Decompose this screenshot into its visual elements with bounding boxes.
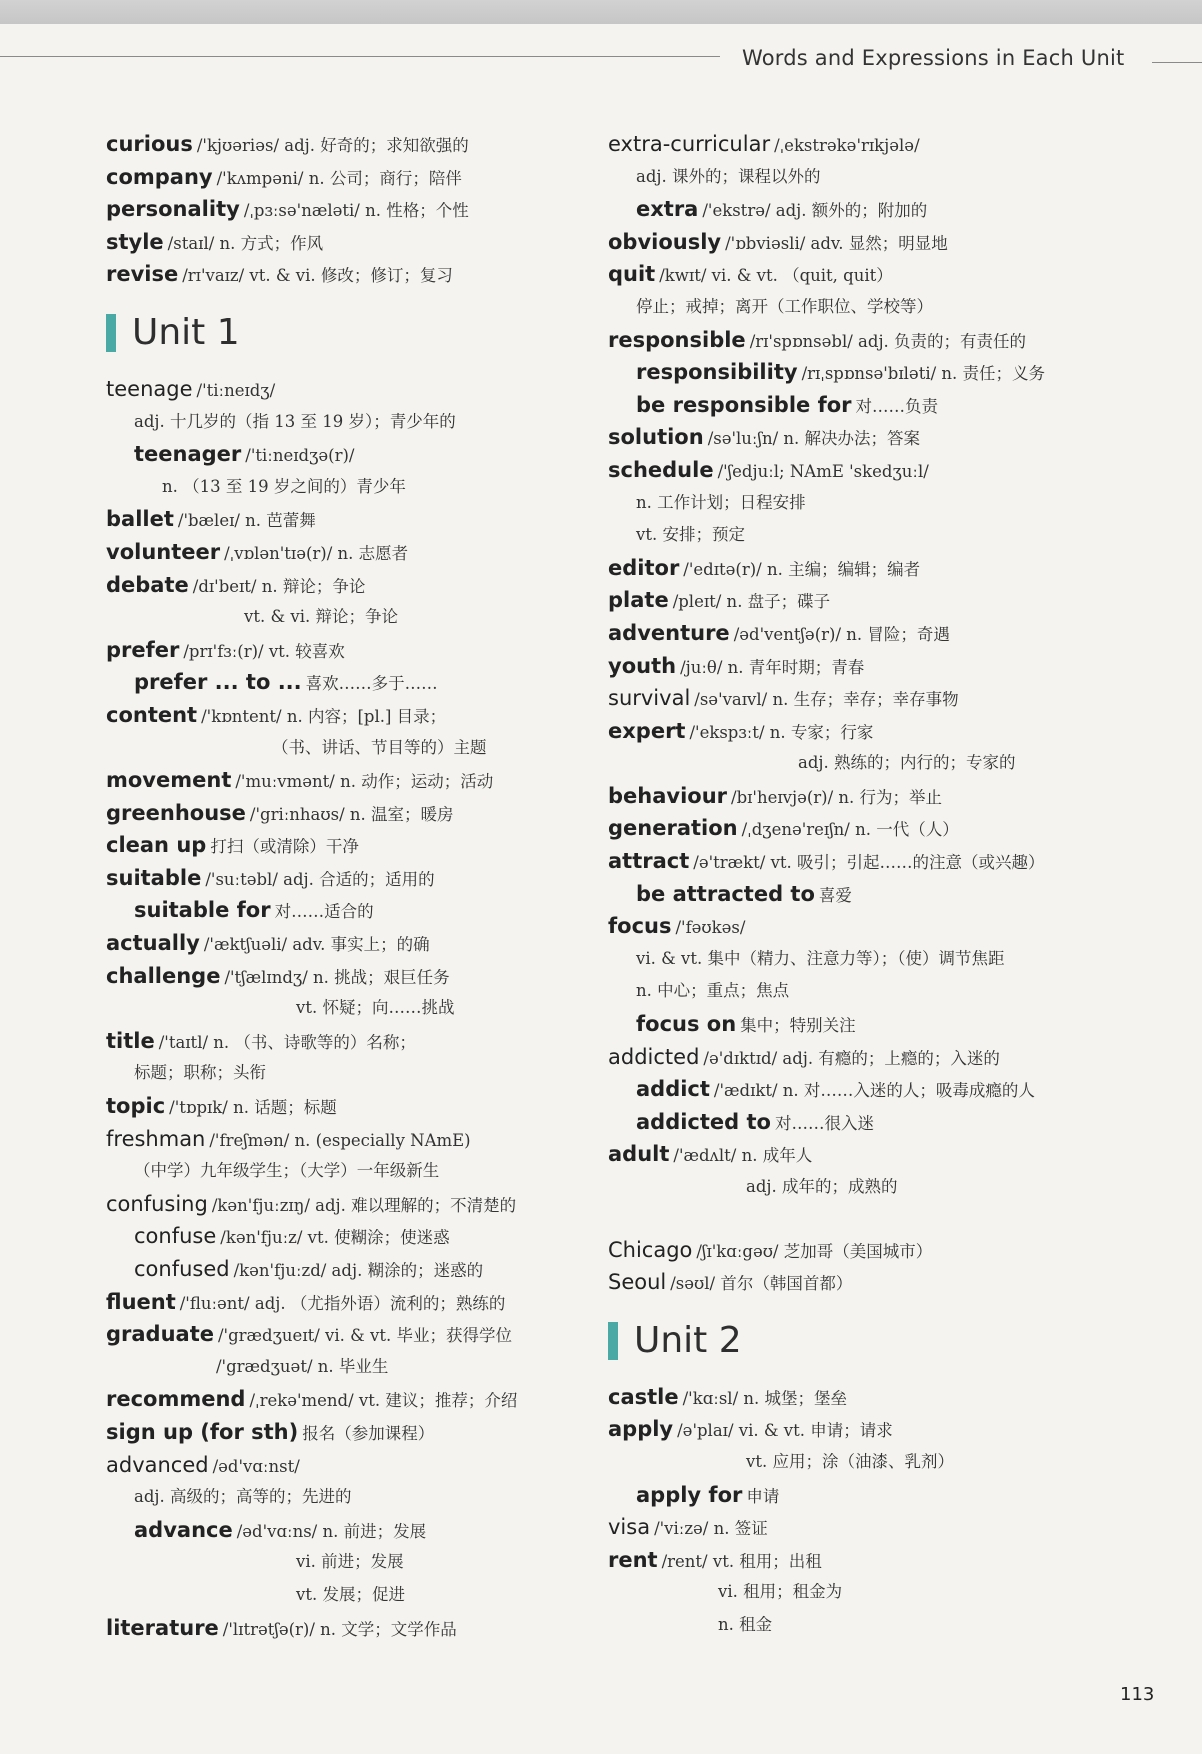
entry-continuation (608, 747, 1128, 780)
entry-addicted (608, 1041, 1128, 1074)
headword: title (106, 1028, 155, 1053)
entry-continuation (106, 1546, 626, 1579)
definition: /ʃɪ'kɑːgəʊ/ 芝加哥（美国城市） (696, 1241, 933, 1261)
entry-freshman (106, 1123, 626, 1156)
headword: debate (106, 572, 189, 597)
headword: personality (106, 197, 240, 222)
left-column (106, 128, 626, 1644)
entry-addict (608, 1073, 1128, 1106)
entry-continuation (608, 943, 1128, 976)
headword: advanced (106, 1452, 209, 1477)
definition: /dɪ'beɪt/ n. 辩论；争论 (192, 576, 366, 596)
headword: content (106, 702, 198, 727)
definition: vt. 发展；促进 (296, 1584, 405, 1604)
entry-recommend (106, 1383, 626, 1416)
headword: apply (608, 1417, 674, 1442)
definition: /'griːnhaʊs/ n. 温室；暖房 (249, 804, 454, 824)
entry-apply (608, 1413, 1128, 1446)
entry-continuation (106, 992, 626, 1025)
definition: /ˌpɜːsə'næləti/ n. 性格；个性 (243, 201, 469, 221)
entry-prefer-to (106, 666, 626, 699)
entry-suitable (106, 862, 626, 895)
definition: /'grædʒueɪt/ vi. & vt. 毕业；获得学位 (218, 1326, 512, 1346)
definition: /juːθ/ n. 青年时期；青春 (680, 657, 865, 677)
definition: /prɪ'fɜː(r)/ vt. 较喜欢 (183, 641, 345, 661)
headword: recommend (106, 1387, 246, 1412)
entry-schedule (608, 454, 1128, 487)
entry-continuation (608, 519, 1128, 552)
definition: adj. 十几岁的（指 13 至 19 岁）；青少年的 (134, 411, 456, 431)
definition: vt. 安排；预定 (636, 525, 745, 545)
entry-generation (608, 812, 1128, 845)
headword: editor (608, 555, 680, 580)
headword: graduate (106, 1322, 214, 1347)
headword: challenge (106, 963, 221, 988)
entry-clean-up (106, 829, 626, 862)
entry-adult (608, 1138, 1128, 1171)
definition: /ˌrekə'mend/ vt. 建议；推荐；介绍 (249, 1391, 518, 1411)
definition: /'bæleɪ/ n. 芭蕾舞 (177, 511, 316, 531)
headword: fluent (106, 1289, 176, 1314)
definition: /'grædʒuət/ n. 毕业生 (216, 1356, 389, 1376)
headword: addicted (608, 1044, 700, 1069)
entry-apply-for (608, 1479, 1128, 1512)
definition: 喜欢……多于…… (305, 674, 438, 694)
definition: /səʊl/ 首尔（韩国首都） (670, 1274, 853, 1294)
headword: style (106, 229, 164, 254)
headword: teenage (106, 376, 193, 401)
headword: prefer ... to ... (134, 670, 302, 695)
headword: survival (608, 686, 691, 711)
headword: focus on (636, 1012, 737, 1037)
definition: /pleɪt/ n. 盘子；碟子 (672, 592, 831, 612)
headword: greenhouse (106, 800, 246, 825)
definition: adj. 成年的；成熟的 (746, 1177, 898, 1196)
headword: prefer (106, 637, 180, 662)
definition: /'muːvmənt/ n. 动作；运动；活动 (235, 772, 494, 792)
entry-youth (608, 650, 1128, 683)
definition: /staɪl/ n. 方式；作风 (167, 233, 324, 253)
definition: /'kɒntent/ n. 内容；[pl.] 目录； (201, 706, 447, 726)
entry-be-responsible-for (608, 389, 1128, 422)
definition: /rɪˌspɒnsə'bɪləti/ n. 责任；义务 (801, 364, 1046, 384)
definition: /bɪ'heɪvjə(r)/ n. 行为；举止 (731, 787, 943, 807)
entry-prefer (106, 634, 626, 667)
entry-editor (608, 552, 1128, 585)
entry-extra-curricular (608, 128, 1128, 161)
entry-visa (608, 1511, 1128, 1544)
definition: /'viːzə/ n. 签证 (654, 1519, 768, 1539)
headword: topic (106, 1094, 166, 1119)
definition: /'kjʊəriəs/ adj. 好奇的；求知欲强的 (196, 136, 469, 155)
unit-1-heading (106, 303, 626, 363)
entry-personality (106, 193, 626, 226)
entry-continuation (106, 1155, 626, 1188)
definition: /əd'vɑːnst/ (212, 1456, 300, 1476)
headword: visa (608, 1515, 651, 1540)
headword: confused (134, 1257, 230, 1281)
definition: /ˌvɒlən'tɪə(r)/ n. 志愿者 (224, 543, 409, 563)
headword: solution (608, 425, 704, 450)
headword: addict (636, 1077, 710, 1102)
entry-continuation (608, 975, 1128, 1008)
headword: responsibility (636, 360, 798, 385)
headword: behaviour (608, 783, 728, 808)
entry-behaviour (608, 780, 1128, 813)
definition: /ə'plaɪ/ vi. & vt. 申请；请求 (677, 1421, 893, 1441)
entry-volunteer (106, 536, 626, 569)
definition: adj. 课外的；课程以外的 (636, 166, 821, 186)
entry-attract (608, 845, 1128, 878)
headword: schedule (608, 457, 714, 482)
definition: /kən'fjuːzɪŋ/ adj. 难以理解的；不清楚的 (211, 1195, 517, 1215)
definition: 停止；戒掉；离开（工作职位、学校等） (636, 296, 933, 316)
definition: /'taɪtl/ n. （书、诗歌等的）名称； (158, 1032, 416, 1052)
headword: advance (134, 1517, 233, 1542)
definition: vi. & vt. 集中（精力、注意力等）；（使）调节焦距 (636, 948, 1005, 968)
entry-quit (608, 258, 1128, 291)
header-rule-left (0, 56, 720, 57)
headword: apply for (636, 1482, 743, 1507)
definition: /'ʃedjuːl; NAmE 'skedʒuːl/ (717, 461, 929, 481)
running-head: Words and Expressions in Each Unit (742, 46, 1125, 70)
headword: extra (636, 197, 699, 222)
entry-confusing (106, 1188, 626, 1221)
entry-continuation (106, 1351, 626, 1384)
definition: /ə'trækt/ vt. 吸引；引起……的注意（或兴趣） (693, 853, 1045, 873)
entry-continuation (106, 471, 626, 504)
headword: focus (608, 914, 672, 939)
definition: /kən'fjuːz/ vt. 使糊涂；使迷惑 (220, 1228, 450, 1248)
entry-greenhouse (106, 797, 626, 830)
definition: /'ædɪkt/ n. 对……入迷的人；吸毒成瘾的人 (713, 1081, 1035, 1101)
headword: adventure (608, 620, 730, 645)
entry-movement (106, 764, 626, 797)
headword: confuse (134, 1224, 217, 1249)
headword: castle (608, 1384, 679, 1409)
headword: Seoul (608, 1270, 667, 1295)
definition: n. （13 至 19 岁之间的）青少年 (162, 476, 406, 496)
definition: 对……适合的 (274, 902, 374, 922)
headword: volunteer (106, 539, 221, 564)
definition: /sə'luːʃn/ n. 解决办法；答案 (707, 429, 921, 449)
entry-extra (608, 193, 1128, 226)
entry-company (106, 161, 626, 194)
definition: 喜爱 (818, 885, 852, 905)
headword: movement (106, 768, 232, 793)
definition: 对……很入迷 (774, 1113, 874, 1133)
definition: /'tɒpɪk/ n. 话题；标题 (169, 1098, 337, 1118)
definition: /rent/ vt. 租用；出租 (661, 1551, 822, 1571)
definition: /'edɪtə(r)/ n. 主编；编辑；编者 (683, 559, 921, 579)
definition: /kwɪt/ vi. & vt. （quit, quit） (659, 266, 893, 286)
headword: confusing (106, 1191, 208, 1216)
entry-be-attracted-to (608, 878, 1128, 911)
entry-continuation (608, 1576, 1128, 1609)
entry-continuation (106, 601, 626, 634)
definition: adj. 熟练的；内行的；专家的 (798, 753, 1016, 773)
headword: extra-curricular (608, 132, 771, 156)
definition: /əd'ventʃə(r)/ n. 冒险；奇遇 (733, 624, 950, 644)
headword: suitable for (134, 898, 271, 923)
entry-confuse (106, 1220, 626, 1253)
entry-teenager (106, 438, 626, 471)
page-number: 113 (1120, 1684, 1155, 1705)
unit-title: Unit 2 (634, 1319, 742, 1361)
definition: vt. & vi. 辩论；争论 (244, 607, 398, 627)
definition: /'kɑːsl/ n. 城堡；堡垒 (682, 1388, 847, 1408)
definition: /'fəʊkəs/ (675, 918, 746, 938)
definition: n. 租金 (718, 1614, 773, 1634)
definition: 集中；特别关注 (740, 1016, 856, 1036)
headword: be attracted to (636, 881, 815, 906)
entry-continuation (106, 732, 626, 765)
headword: curious (106, 132, 193, 156)
headword: adult (608, 1142, 670, 1167)
headword: suitable (106, 865, 202, 890)
definition: /'freʃmən/ n. (especially NAmE) (209, 1130, 471, 1150)
unit-2-heading (608, 1311, 1128, 1371)
headword: Chicago (608, 1237, 693, 1262)
entry-chicago (608, 1234, 1128, 1267)
entry-castle (608, 1381, 1128, 1414)
definition: /'tiːneɪdʒə(r)/ (245, 446, 355, 466)
headword: actually (106, 931, 200, 956)
definition: n. 中心；重点；焦点 (636, 981, 790, 1001)
header-rule-right (1152, 62, 1202, 63)
definition: /ˌdʒenə'reɪʃn/ n. 一代（人） (741, 820, 959, 840)
definition: vt. 怀疑；向……挑战 (296, 998, 455, 1018)
definition: 打扫（或清除）干净 (210, 837, 359, 857)
definition: /'æktʃuəli/ adv. 事实上；的确 (203, 935, 430, 955)
definition: /'ekspɜːt/ n. 专家；行家 (689, 722, 874, 742)
headword: addicted to (636, 1109, 771, 1134)
headword: responsible (608, 327, 746, 352)
definition: /'ædʌlt/ n. 成年人 (673, 1146, 813, 1166)
entry-graduate (106, 1318, 626, 1351)
definition: /'tʃælɪndʒ/ n. 挑战；艰巨任务 (224, 967, 450, 987)
headword: obviously (608, 229, 722, 254)
entry-content (106, 699, 626, 732)
entry-advance (106, 1514, 626, 1547)
scan-top-edge (0, 0, 1202, 24)
entry-plate (608, 584, 1128, 617)
entry-continuation (608, 291, 1128, 324)
definition: adj. 高级的；高等的；先进的 (134, 1487, 352, 1507)
entry-adventure (608, 617, 1128, 650)
spacer (608, 1204, 1128, 1234)
definition: 申请 (746, 1486, 780, 1506)
headword: be responsible for (636, 392, 852, 417)
definition: /rɪ'spɒnsəbl/ adj. 负责的；有责任的 (749, 331, 1027, 351)
entry-rent (608, 1544, 1128, 1577)
entry-challenge (106, 960, 626, 993)
entry-responsibility (608, 356, 1128, 389)
headword: expert (608, 718, 686, 743)
headword: quit (608, 262, 656, 287)
unit-marker-bar (106, 314, 116, 352)
definition: /'kʌmpəni/ n. 公司；商行；陪伴 (216, 168, 462, 188)
definition: /'lɪtrətʃə(r)/ n. 文学；文学作品 (222, 1619, 457, 1639)
definition: /'suːtəbl/ adj. 合适的；适用的 (205, 869, 435, 889)
entry-survival (608, 682, 1128, 715)
headword: literature (106, 1615, 219, 1640)
definition: vi. 租用；租金为 (718, 1582, 843, 1602)
entry-continuation (608, 487, 1128, 520)
definition: /'fluːənt/ adj. （尤指外语）流利的；熟练的 (179, 1293, 506, 1313)
entry-expert (608, 715, 1128, 748)
headword: youth (608, 653, 677, 678)
headword: revise (106, 262, 179, 287)
definition: vt. 应用；涂（油漆、乳剂） (746, 1451, 954, 1471)
entry-style (106, 226, 626, 259)
definition: /sə'vaɪvl/ n. 生存；幸存；幸存事物 (694, 690, 959, 710)
definition: n. 工作计划；日程安排 (636, 492, 806, 512)
headword: rent (608, 1547, 658, 1572)
entry-seoul (608, 1266, 1128, 1299)
entry-title (106, 1025, 626, 1058)
definition: 对……负责 (855, 396, 938, 416)
definition: /kən'fjuːzd/ adj. 糊涂的；迷惑的 (233, 1261, 484, 1280)
definition: （中学）九年级学生；（大学）一年级新生 (134, 1161, 440, 1181)
headword: company (106, 164, 213, 189)
definition: /'ekstrə/ adj. 额外的；附加的 (702, 201, 928, 221)
entry-advanced (106, 1449, 626, 1482)
entry-focus (608, 910, 1128, 943)
entry-continuation (608, 1171, 1128, 1204)
headword: attract (608, 849, 690, 874)
definition: /'tiːneɪdʒ/ (196, 380, 276, 400)
entry-continuation (106, 1481, 626, 1514)
entry-fluent (106, 1286, 626, 1319)
definition: /ˌekstrəkə'rɪkjələ/ (774, 136, 920, 155)
entry-solution (608, 421, 1128, 454)
entry-suitable-for (106, 894, 626, 927)
entry-topic (106, 1090, 626, 1123)
entry-addicted-to (608, 1106, 1128, 1139)
entry-continuation (608, 1446, 1128, 1479)
entry-confused (106, 1253, 626, 1286)
right-column (608, 128, 1128, 1642)
definition: 报名（参加课程） (302, 1423, 435, 1443)
definition: /ə'dɪktɪd/ adj. 有瘾的；上瘾的；入迷的 (703, 1048, 1000, 1068)
headword: clean up (106, 833, 207, 858)
headword: generation (608, 816, 738, 841)
entry-debate (106, 569, 626, 602)
entry-continuation (106, 1579, 626, 1612)
headword: teenager (134, 442, 242, 467)
entry-responsible (608, 324, 1128, 357)
entry-ballet (106, 503, 626, 536)
entry-continuation (106, 406, 626, 439)
headword: ballet (106, 507, 174, 532)
headword: freshman (106, 1126, 206, 1151)
unit-marker-bar (608, 1322, 618, 1360)
definition: （书、讲话、节目等的）主题 (272, 737, 487, 757)
entry-continuation (106, 1057, 626, 1090)
entry-continuation (608, 1609, 1128, 1642)
unit-title: Unit 1 (132, 311, 240, 353)
definition: vi. 前进；发展 (296, 1552, 404, 1572)
headword: sign up (for sth) (106, 1419, 299, 1444)
definition: /əd'vɑːns/ n. 前进；发展 (236, 1521, 427, 1541)
entry-sign-up (106, 1416, 626, 1449)
headword: plate (608, 588, 669, 613)
definition: /'ɒbviəsli/ adv. 显然；明显地 (725, 233, 948, 253)
entry-revise (106, 258, 626, 291)
entry-focus-on (608, 1008, 1128, 1041)
entry-literature (106, 1612, 626, 1645)
entry-continuation (608, 161, 1128, 194)
definition: /rɪ'vaɪz/ vt. & vi. 修改；修订；复习 (182, 266, 453, 286)
entry-obviously (608, 226, 1128, 259)
definition: 标题；职称；头衔 (134, 1063, 266, 1083)
entry-teenage (106, 373, 626, 406)
entry-actually (106, 927, 626, 960)
entry-curious (106, 128, 626, 161)
